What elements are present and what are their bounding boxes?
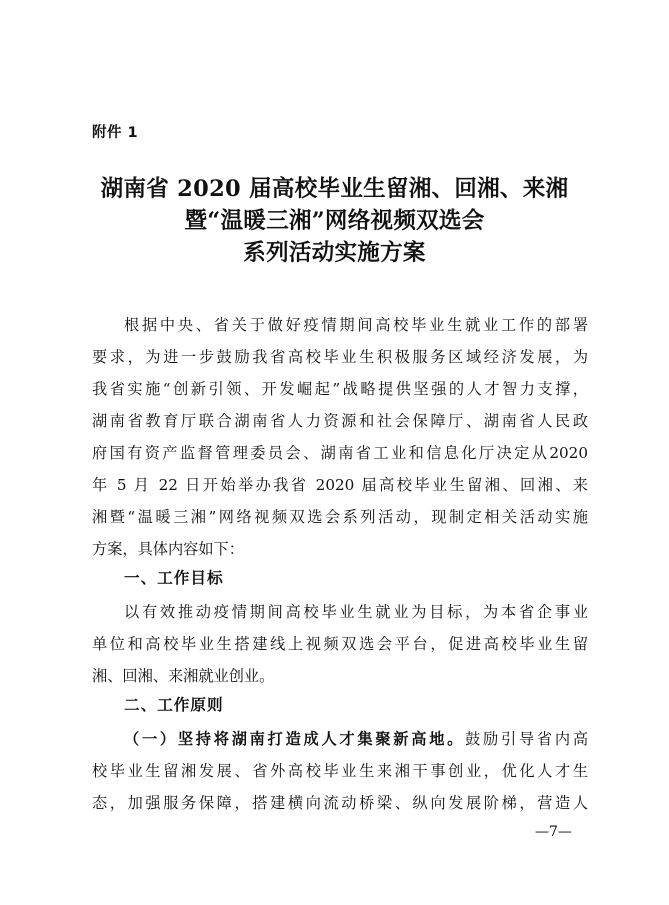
intro-line-3: 我省实施“创新引领、开发崛起”战略提供坚强的人才智力支撑， xyxy=(92,380,588,398)
title-line-2: 暨“温暖三湘”网络视频双选会 xyxy=(184,208,485,234)
section-2-line-2: 校毕业生留湘发展、省外高校毕业生来湘干事创业，优化人才生 xyxy=(92,762,588,780)
title-line-1: 湖南省 2020 届高校毕业生留湘、回湘、来湘 xyxy=(100,176,569,202)
section-1-line-1: 以有效推动疫情期间高校毕业生就业为目标，为本省企事业 xyxy=(124,603,588,621)
intro-line-8: 方案，具体内容如下： xyxy=(92,540,244,558)
title-line-3: 系列活动实施方案 xyxy=(243,240,426,266)
section-1-line-2: 单位和高校毕业生搭建线上视频双选会平台，促进高校毕业生留 xyxy=(92,635,588,653)
intro-line-6: 年 5 月 22 日开始举办我省 2020 届高校毕业生留湘、回湘、来 xyxy=(92,476,588,494)
section-2-line-1-rest: 鼓励引导省内高 xyxy=(465,730,589,748)
section-1-line-3: 湘、回湘、来湘就业创业。 xyxy=(92,667,275,685)
section-2-line-3: 态，加强服务保障，搭建横向流动桥梁、纵向发展阶梯，营造人 xyxy=(92,794,588,812)
section-1-heading: 一、工作目标 xyxy=(124,569,224,587)
intro-line-7: 湘暨“温暖三湘”网络视频双选会系列活动，现制定相关活动实施 xyxy=(92,508,588,526)
intro-line-2: 要求，为进一步鼓励我省高校毕业生积极服务区域经济发展，为 xyxy=(92,348,588,366)
section-2-heading: 二、工作原则 xyxy=(124,696,224,714)
intro-line-4: 湖南省教育厅联合湖南省人力资源和社会保障厅、湖南省人民政 xyxy=(92,412,588,430)
intro-line-1: 根据中央、省关于做好疫情期间高校毕业生就业工作的部署 xyxy=(124,316,588,334)
section-2-subheading: （一）坚持将湖南打造成人才集聚新高地。 xyxy=(124,730,466,748)
section-2-line-1 xyxy=(124,729,588,749)
page-number: —7— xyxy=(535,824,572,840)
intro-line-5: 府国有资产监督管理委员会、湖南省工业和信息化厅决定从2020 xyxy=(92,444,588,462)
attachment-label: 附件 1 xyxy=(92,125,139,141)
